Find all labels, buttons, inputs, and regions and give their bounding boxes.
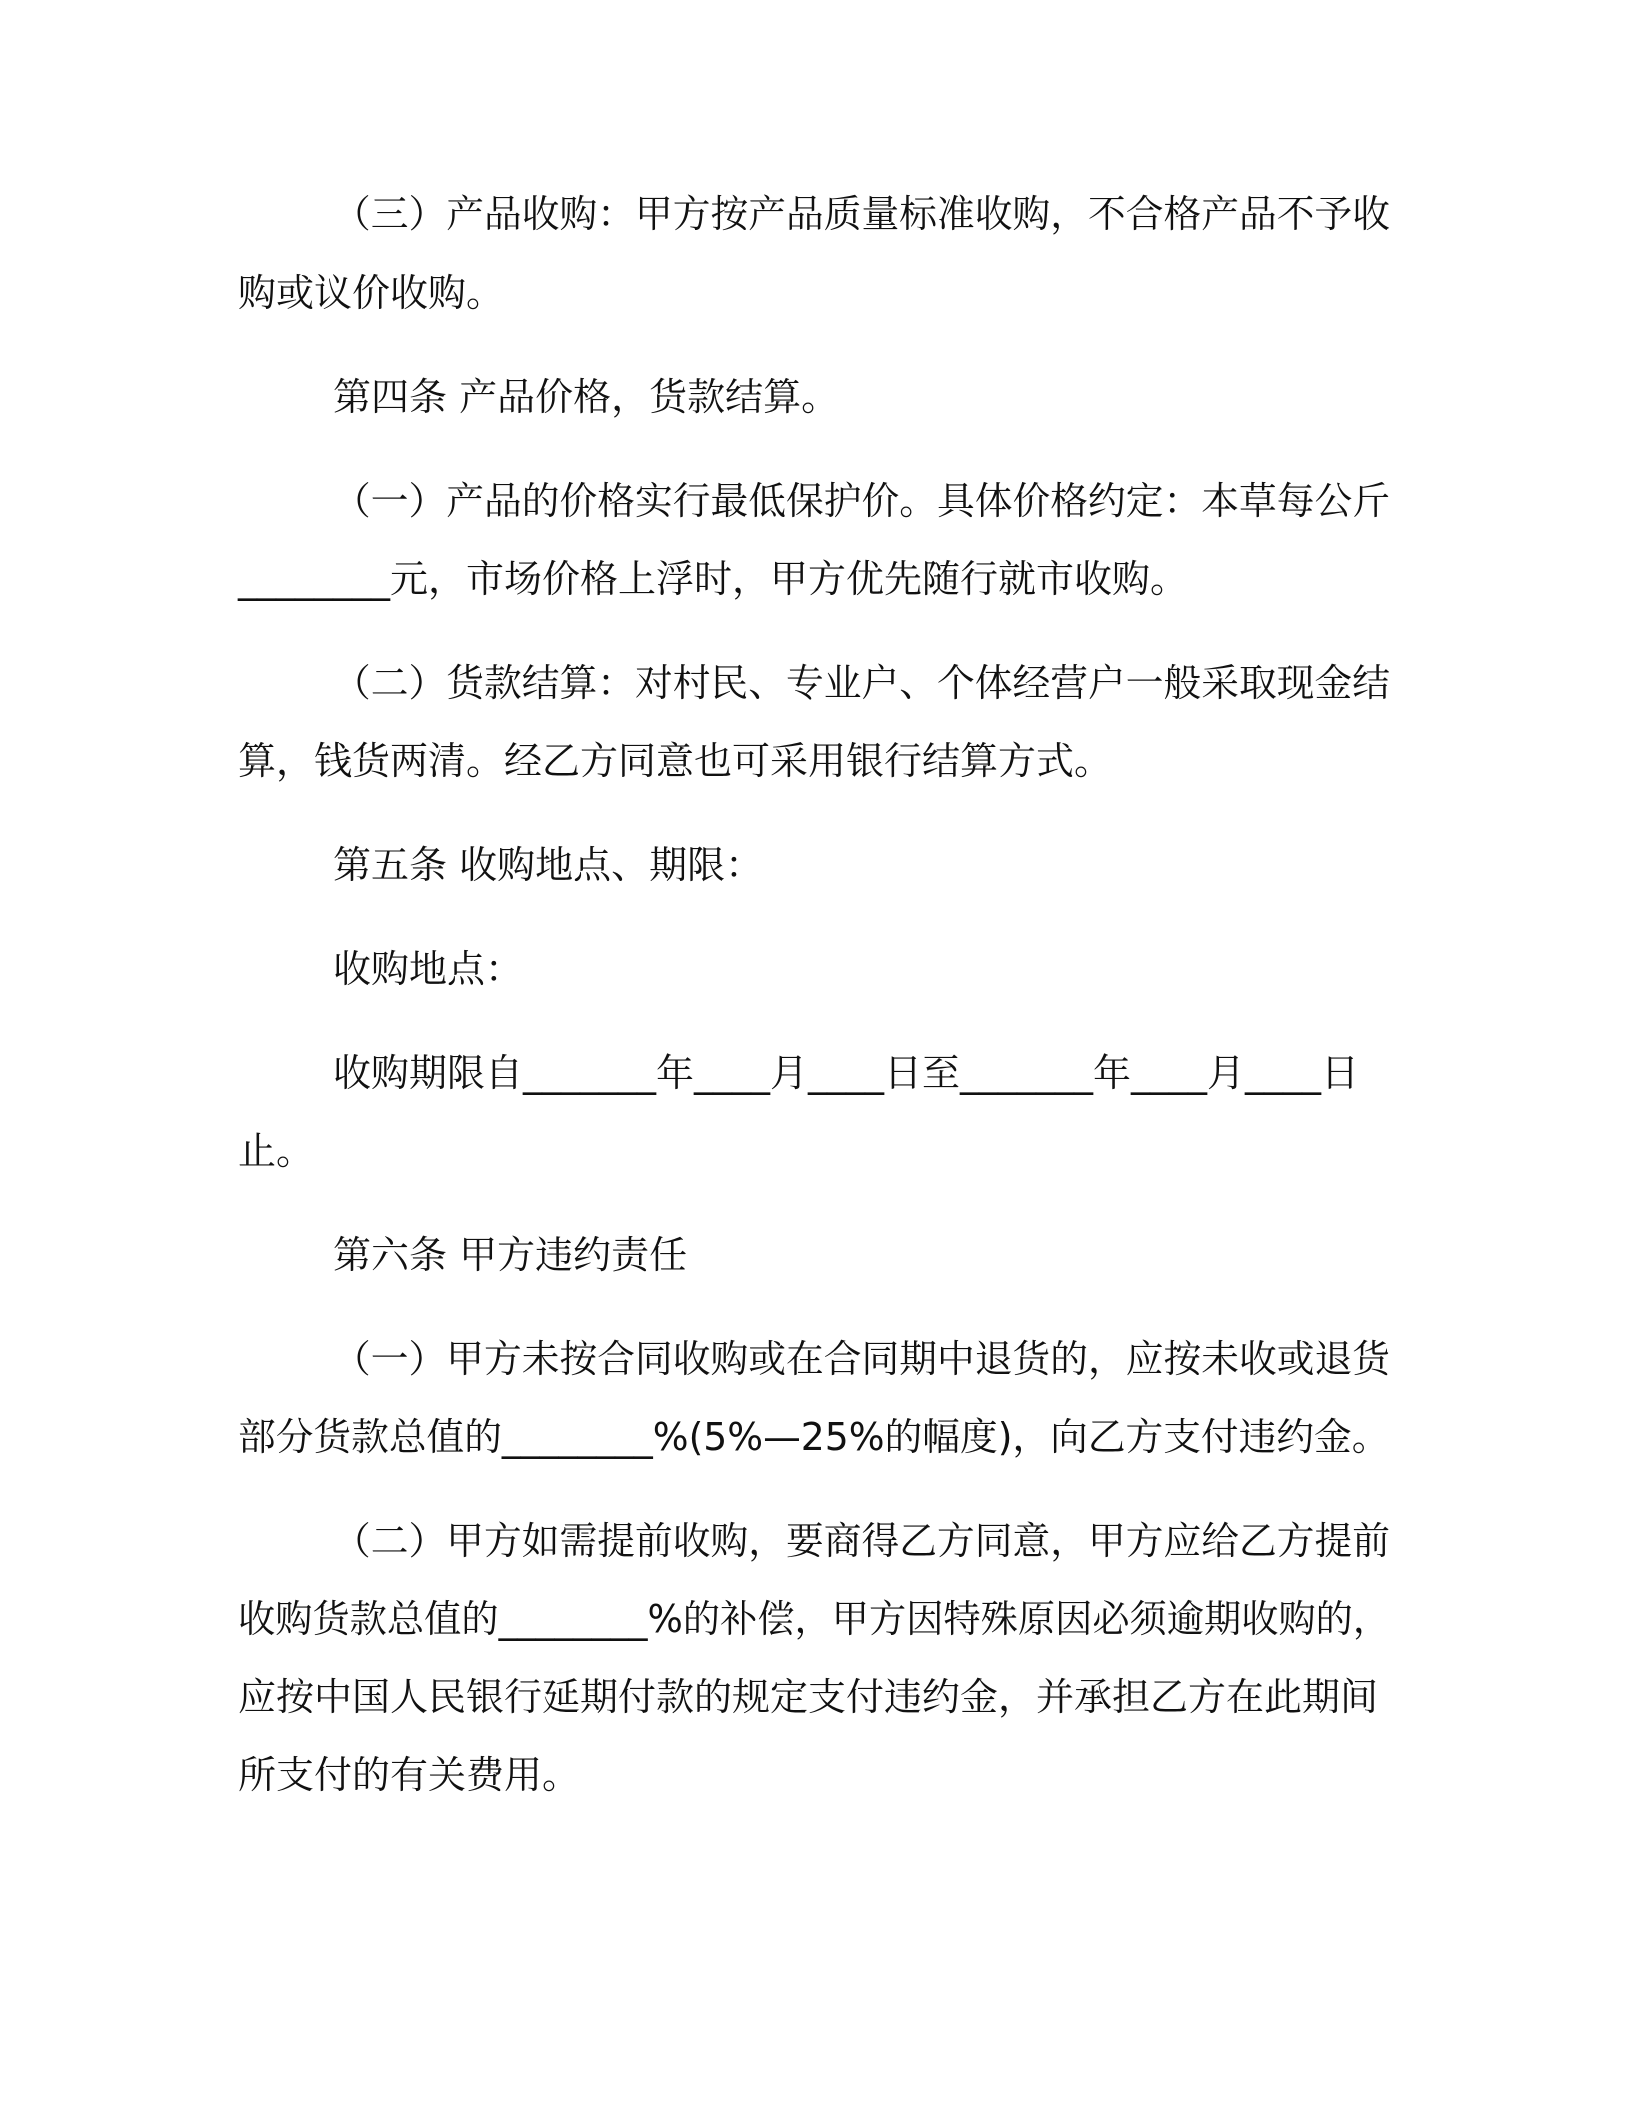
paragraph-product-purchase-line-1: （三）产品收购：甲方按产品质量标准收购，不合格产品不予收 xyxy=(333,192,1390,236)
breach-clause-two-line-3: 应按中国人民银行延期付款的规定支付违约金，并承担乙方在此期间 xyxy=(238,1675,1379,1719)
purchase-period-line-2: 止。 xyxy=(238,1129,315,1173)
purchase-period-line-1: 收购期限自_______年____月____日至_______年____月____日 xyxy=(333,1051,1360,1095)
article-four-heading: 第四条 产品价格，货款结算。 xyxy=(333,375,840,419)
article-five-heading: 第五条 收购地点、期限： xyxy=(333,843,764,887)
breach-clause-one-line-2: 部分货款总值的________%(5%—25%的幅度)，向乙方支付违约金。 xyxy=(238,1415,1390,1459)
paragraph-payment-line-2: 算，钱货两清。经乙方同意也可采用银行结算方式。 xyxy=(238,739,1113,783)
paragraph-price-line-1: （一）产品的价格实行最低保护价。具体价格约定：本草每公斤 xyxy=(333,479,1390,523)
breach-clause-one-line-1: （一）甲方未按合同收购或在合同期中退货的，应按未收或退货 xyxy=(333,1337,1390,1381)
paragraph-price-line-2: ________元，市场价格上浮时，甲方优先随行就市收购。 xyxy=(238,557,1189,601)
paragraph-product-purchase-line-2: 购或议价收购。 xyxy=(238,271,505,315)
purchase-location-label: 收购地点： xyxy=(333,947,524,991)
paragraph-payment-line-1: （二）货款结算：对村民、专业户、个体经营户一般采取现金结 xyxy=(333,661,1390,705)
breach-clause-two-line-2: 收购货款总值的________%的补偿，甲方因特殊原因必须逾期收购的， xyxy=(238,1597,1391,1641)
breach-clause-two-line-4: 所支付的有关费用。 xyxy=(238,1753,581,1797)
article-six-heading: 第六条 甲方违约责任 xyxy=(333,1233,688,1277)
breach-clause-two-line-1: （二）甲方如需提前收购，要商得乙方同意，甲方应给乙方提前 xyxy=(333,1519,1390,1563)
